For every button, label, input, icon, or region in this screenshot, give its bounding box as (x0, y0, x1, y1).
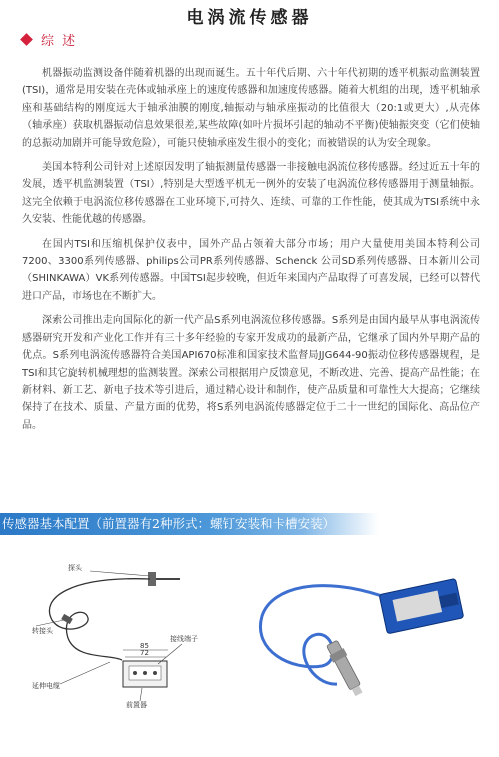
label-probe: 探头 (68, 564, 82, 572)
diamond-bullet-icon (20, 33, 33, 46)
overview-text (22, 65, 480, 441)
label-preamp: 前置器 (126, 701, 147, 708)
section-heading (22, 30, 77, 49)
config-banner: 传感器基本配置（前置器有2种形式：螺钉安装和卡槽安装） (0, 513, 378, 535)
section-heading-text: 综 述 (41, 34, 78, 49)
label-adapter: 转接头 (32, 627, 53, 635)
photo-probe-shape (325, 639, 366, 698)
paragraph-3: 在国内TSI和压缩机保护仪表中，国外产品占领着大部分市场；用户大量使用美国本特利公司7200、3300系列传感器、philips公司PR系列传感器、Schenck 公司SD系列传感器、日本新川公司（SHINKAWA）VK系列传感器。中国TSI起步较晚，但近年来国内产品取得了可喜发展，已经可以替代进口产品，市场也在不断扩大。 (22, 238, 480, 302)
photo-preamp-shape (379, 578, 464, 633)
paragraph-2: 美国本特利公司针对上述原因发明了轴振测量传感器一非接触电涡流位移传感器。经过近五十年的发展，透平机监测装置（TSI）,特别是大型透平机无一例外的安装了电涡流位移传感器用于测量轴振。这完全依赖于电涡流位移传感器在工业环境下,可持久、连续、可靠的工作性能，使其成为TSI系统中永久安装、性能优越的传感器。 (22, 162, 480, 226)
page-title: 电涡流传感器 (186, 8, 313, 28)
sensor-config-diagram (30, 558, 230, 708)
sensor-photo-icon (232, 556, 472, 714)
paragraph-4: 深索公司推出走向国际化的新一代产品S系列电涡流位移传感器。S系列是由国内最早从事电涡流传感器研究开发和产业化工作并有三十多年经验的专家开发成功的最新产品，它继承了国内外早期产品的优点。S系列电涡流传感器符合美国API670标准和国家技术监督局JJG644-90振动位移传感器规程，是TSI和其它旋转机械理想的监测装置。深索公司根据用户反馈意见，不断改进、完善、提高产品性能；在新材料、新工艺、新电子技术等引进后，通过精心设计和制作，使产品质量和可靠性大大提高；它继续保持了在技术、质量、产量方面的优势，将S系列电涡流传感器定位于二十一世纪的国际化、高品位产品。 (22, 315, 480, 431)
dim-72: 72 (140, 649, 149, 657)
photo-cable-shape (260, 586, 382, 684)
dim-85: 85 (140, 642, 149, 650)
label-terminal: 接线端子 (170, 635, 198, 643)
label-cable: 延伸电缆 (32, 682, 60, 690)
paragraph-1: 机器振动监测设备伴随着机器的出现而诞生。五十年代后期、六十年代初期的透平机振动监测装置(TSI)，通常是用安装在壳体或轴承座上的速度传感器和加速度传感器。随着大机组的出现，透平机轴承座和基础结构的刚度远大于轴承油膜的刚度,轴振动与轴承座振动的比值很大（20:1或更大）,从壳体（轴承座）获取机器振动信息效果很差,某些故障(如叶片损坏引起的轴动不平衡)使轴振突变（它们使轴的总振动加剧并可能导致危险），可能只使轴承座发生很小的变化；而被错误的认为安全现象。 (22, 68, 480, 149)
